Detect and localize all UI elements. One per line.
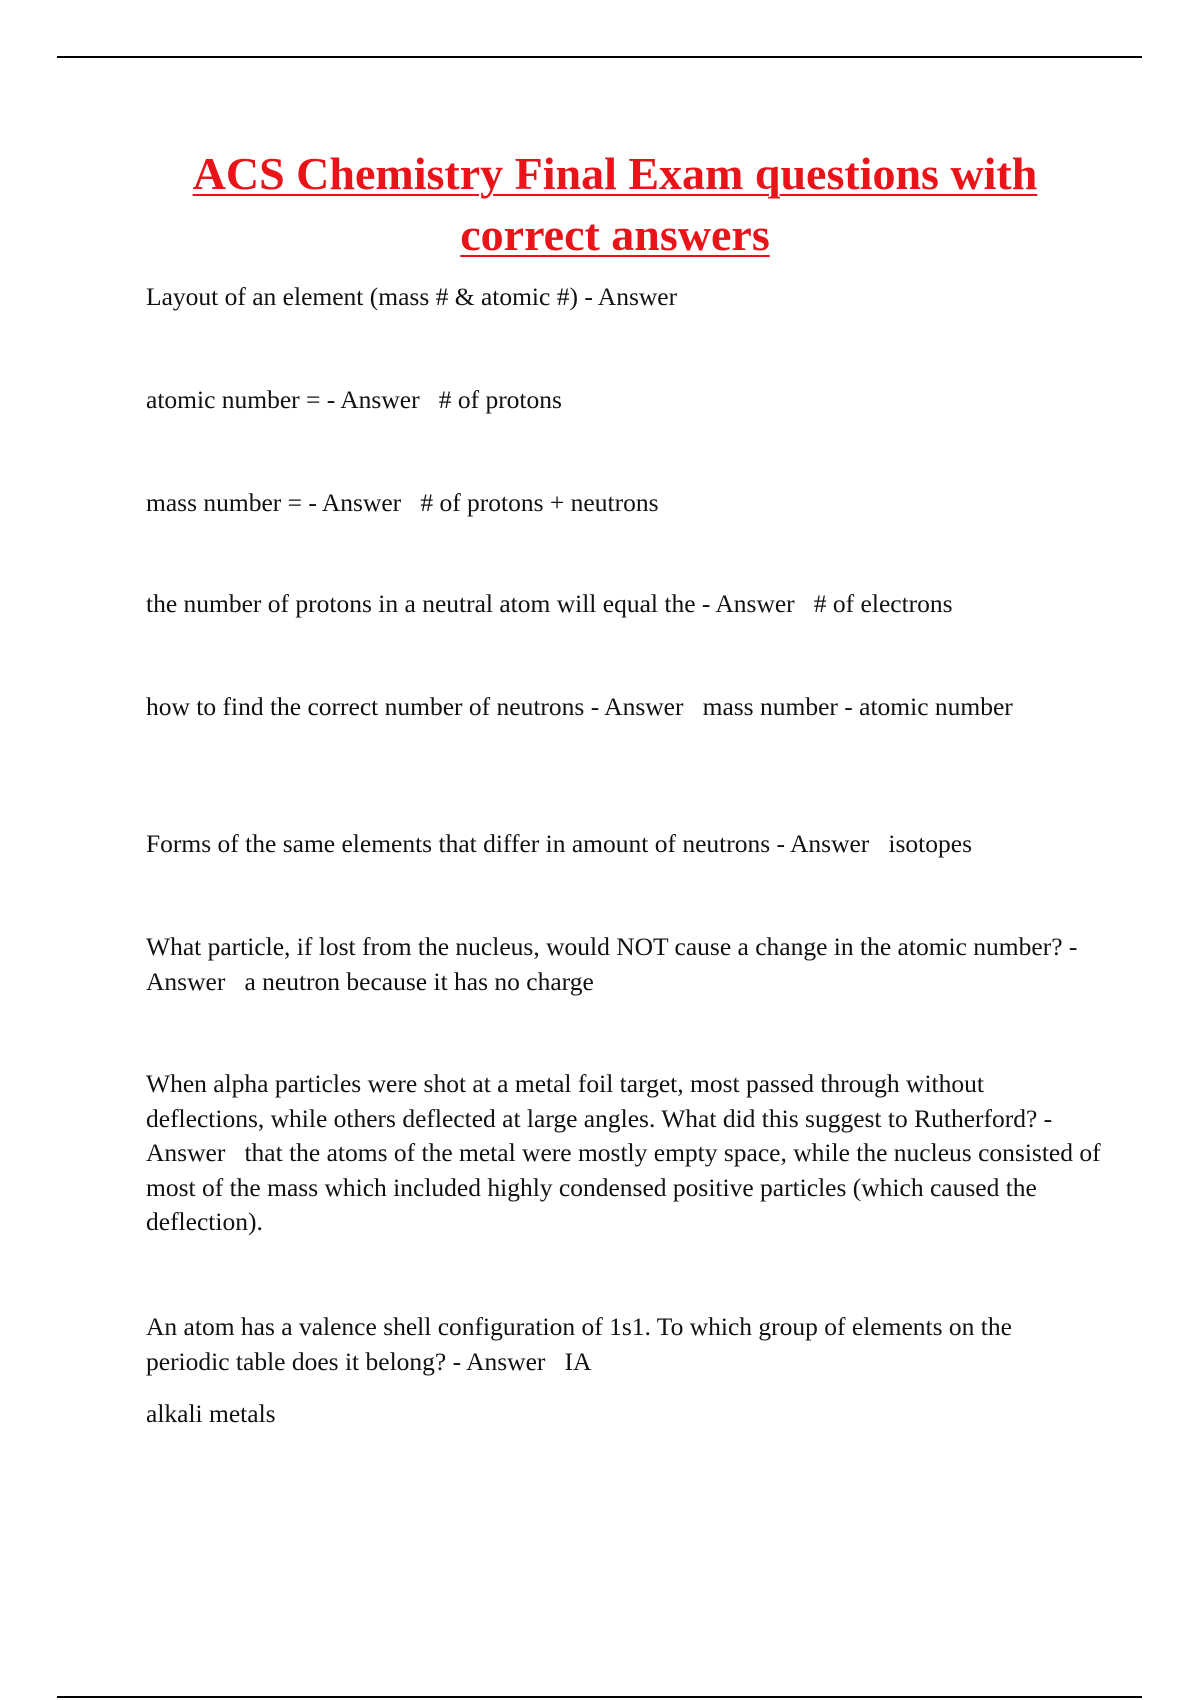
qa-question: An atom has a valence shell configuration of 1s1. To which group of elements on the periodic table does it belong? - Answer (146, 1312, 1019, 1376)
qa-question: mass number = - Answer (146, 488, 402, 517)
qa-answer: IA (564, 1346, 592, 1376)
qa-answer: # of protons + neutrons (420, 488, 659, 517)
qa-item (146, 280, 1101, 315)
qa-question: the number of protons in a neutral atom will equal the - Answer (146, 589, 795, 618)
header-rule (57, 56, 1142, 58)
qa-question: atomic number = - Answer (146, 385, 420, 414)
qa-item (146, 1310, 1101, 1379)
qa-item (146, 827, 1101, 862)
qa-item (146, 587, 1101, 622)
qa-item (146, 1067, 1107, 1240)
qa-answer: # of electrons (813, 589, 953, 618)
qa-answer: a neutron because it has no charge (244, 966, 594, 996)
footer-rule (57, 1696, 1142, 1698)
qa-question: Layout of an element (mass # & atomic #) - Answer (146, 282, 678, 311)
qa-answer: mass number - atomic number (702, 692, 1013, 721)
qa-question: how to find the correct number of neutrons - Answer (146, 692, 684, 721)
qa-item (146, 486, 1101, 521)
qa-trailing-text: alkali metals (146, 1399, 276, 1428)
qa-answer: that the atoms of the metal were mostly empty space, while the nucleus consisted of most of the mass which included highly condensed positive particles (which caused the deflection). (146, 1138, 1107, 1236)
title-line-1: ACS Chemistry Final Exam questions with (192, 148, 1038, 199)
page-title (120, 143, 1110, 265)
qa-item (146, 383, 1101, 418)
title-line-2: correct answers (460, 209, 770, 260)
qa-question: What particle, if lost from the nucleus, would NOT cause a change in the atomic number? - Answer (146, 932, 1083, 996)
qa-answer: # of protons (438, 385, 562, 414)
qa-item (146, 930, 1101, 999)
qa-item (146, 690, 1101, 725)
qa-question: When alpha particles were shot at a metal foil target, most passed through without deflections, while others deflected at large angles. What did this suggest to Rutherford? - Answer (146, 1069, 1058, 1167)
qa-question: Forms of the same elements that differ in amount of neutrons - Answer (146, 829, 870, 858)
qa-answer: isotopes (888, 829, 973, 858)
